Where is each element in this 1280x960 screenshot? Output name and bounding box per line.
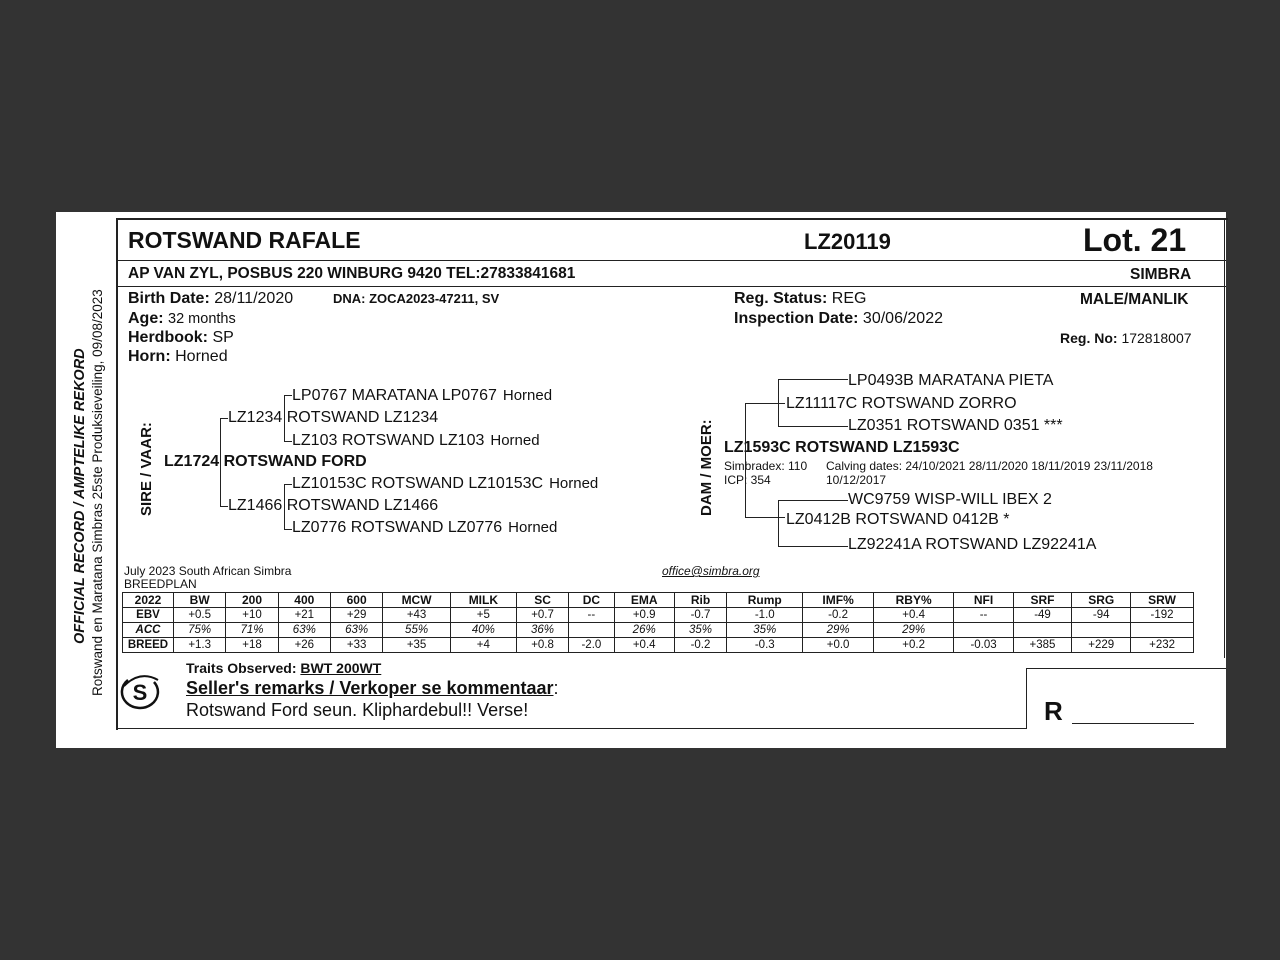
dd-top	[778, 500, 848, 501]
table-cell: 35%	[727, 623, 803, 638]
sd-top	[284, 484, 292, 485]
header-cell: BW	[174, 593, 226, 608]
header-cell: MCW	[383, 593, 451, 608]
breedplan-label: BREEDPLAN	[124, 577, 197, 591]
sire-dam: LZ1466 ROTSWAND LZ1466	[228, 497, 439, 514]
sire-label: SIRE / VAAR:	[138, 422, 155, 516]
header-cell: 600	[330, 593, 382, 608]
table-row-ebv	[123, 608, 1194, 623]
table-cell: +43	[383, 608, 451, 623]
dam-icp: ICP: 354	[724, 473, 771, 487]
table-cell: +35	[383, 638, 451, 653]
table-cell: +0.9	[614, 608, 674, 623]
header-cell: RBY%	[873, 593, 954, 608]
breed-name: SIMBRA	[1130, 266, 1192, 283]
table-cell: 36%	[516, 623, 568, 638]
row-label: EBV	[123, 608, 174, 623]
table-cell: 35%	[674, 623, 726, 638]
traits-observed: Traits Observed: BWT 200WT	[186, 660, 382, 676]
sd-bottom	[284, 529, 292, 530]
table-cell: 29%	[873, 623, 954, 638]
price-input-line[interactable]	[1072, 723, 1194, 724]
sire-bracket-bottom	[220, 506, 228, 507]
dam-bracket	[745, 403, 746, 517]
table-cell: 26%	[614, 623, 674, 638]
header-cell: EMA	[614, 593, 674, 608]
breeder-address: AP VAN ZYL, POSBUS 220 WINBURG 9420 TEL:27833841681	[128, 265, 576, 282]
dna-code: DNA: ZOCA2023-47211, SV	[333, 291, 500, 306]
header-cell: Rib	[674, 593, 726, 608]
lot-card	[56, 212, 1226, 748]
dam-simbradex: Simbradex: 110	[724, 459, 808, 473]
table-cell: -94	[1072, 608, 1131, 623]
row-label: ACC	[123, 623, 174, 638]
price-label: R	[1044, 696, 1063, 726]
table-cell: -0.7	[674, 608, 726, 623]
row-label: BREED	[123, 638, 174, 653]
header-cell: 400	[278, 593, 330, 608]
table-cell: 63%	[278, 623, 330, 638]
dam-dam: LZ0412B ROTSWAND 0412B *	[786, 511, 1010, 528]
sire-sire-dam: LZ103 ROTSWAND LZ103 Horned	[292, 432, 540, 449]
simbra-logo-icon	[118, 672, 162, 712]
table-cell: +232	[1131, 638, 1194, 653]
table-cell	[1072, 623, 1131, 638]
email-link[interactable]: office@simbra.org	[662, 564, 760, 578]
header-cell: DC	[569, 593, 614, 608]
table-cell: -192	[1131, 608, 1194, 623]
breedplan-source: July 2023 South African Simbra	[124, 564, 292, 578]
simbra-logo	[118, 672, 162, 712]
table-cell: -0.03	[954, 638, 1013, 653]
frame-bottom	[116, 728, 1026, 729]
table-cell: +1.3	[174, 638, 226, 653]
table-cell: 55%	[383, 623, 451, 638]
sellers-remarks-title: Seller's remarks / Verkoper se kommentaar:	[186, 678, 559, 698]
ds-bottom	[778, 426, 848, 427]
price-box-left	[1026, 668, 1027, 729]
animal-name: ROTSWAND RAFALE	[128, 227, 361, 253]
table-row-breed	[123, 638, 1194, 653]
sire-bracket	[220, 418, 221, 506]
table-cell: -49	[1013, 608, 1072, 623]
table-cell: +0.4	[614, 638, 674, 653]
dam-bracket-top	[745, 403, 785, 404]
dam-dam-sire: WC9759 WISP-WILL IBEX 2	[848, 491, 1052, 508]
sire-dam-sire: LZ10153C ROTSWAND LZ10153C Horned	[292, 475, 599, 492]
header-cell: 2022	[123, 593, 174, 608]
table-cell: +0.4	[873, 608, 954, 623]
dam-name: LZ1593C ROTSWAND LZ1593C	[724, 439, 960, 456]
age: Age: 32 months	[128, 310, 236, 327]
lot-number: Lot. 21	[1083, 222, 1187, 258]
table-cell: +5	[450, 608, 516, 623]
sire-sire-sire: LP0767 MARATANA LP0767 Horned	[292, 387, 553, 404]
table-cell: +10	[226, 608, 278, 623]
dam-calving-dates: Calving dates: 24/10/2021 28/11/2020 18/11/2019 23/11/2018	[826, 459, 1153, 473]
table-cell: +29	[330, 608, 382, 623]
dam-sire-sire: LP0493B MARATANA PIETA	[848, 372, 1054, 389]
header-cell: IMF%	[803, 593, 873, 608]
official-record-label: OFFICIAL RECORD / AMPTELIKE REKORD	[72, 348, 88, 644]
sire-sire-bracket	[284, 395, 285, 441]
header-cell: SC	[516, 593, 568, 608]
header-cell: SRF	[1013, 593, 1072, 608]
dd-bottom	[778, 546, 848, 547]
table-cell: -0.2	[803, 608, 873, 623]
animal-reg-id: LZ20119	[804, 229, 891, 254]
dam-sire: LZ11117C ROTSWAND ZORRO	[786, 395, 1017, 412]
horn-status: Horn: Horned	[128, 348, 228, 365]
table-cell	[1013, 623, 1072, 638]
reg-number: Reg. No: 172818007	[1060, 330, 1192, 346]
sire-name: LZ1724 ROTSWAND FORD	[164, 453, 367, 470]
table-cell: +0.7	[516, 608, 568, 623]
svg-text:S: S	[132, 680, 148, 705]
reg-status: Reg. Status: REG	[734, 290, 867, 307]
table-cell: +0.0	[803, 638, 873, 653]
frame-right	[1224, 218, 1225, 658]
table-cell: 63%	[330, 623, 382, 638]
header-divider	[116, 260, 1226, 261]
table-cell	[1131, 623, 1194, 638]
ss-top	[284, 395, 292, 396]
table-cell: 71%	[226, 623, 278, 638]
dam-sire-dam: LZ0351 ROTSWAND 0351 ***	[848, 417, 1063, 434]
table-cell: -1.0	[727, 608, 803, 623]
table-cell: +21	[278, 608, 330, 623]
header-cell: MILK	[450, 593, 516, 608]
header-cell: NFI	[954, 593, 1013, 608]
table-cell: -0.2	[674, 638, 726, 653]
sire-dam-dam: LZ0776 ROTSWAND LZ0776 Horned	[292, 519, 558, 536]
table-cell: +33	[330, 638, 382, 653]
header-cell: SRG	[1072, 593, 1131, 608]
dam-label: DAM / MOER:	[698, 419, 715, 516]
sire-sire: LZ1234 ROTSWAND LZ1234	[228, 409, 439, 426]
sex: MALE/MANLIK	[1080, 291, 1189, 308]
table-cell: 29%	[803, 623, 873, 638]
birth-date: Birth Date: 28/11/2020	[128, 290, 294, 307]
table-cell: +0.2	[873, 638, 954, 653]
breeder-divider	[116, 286, 1226, 287]
table-cell: +4	[450, 638, 516, 653]
sire-dam-bracket	[284, 484, 285, 529]
sire-bracket-top	[220, 418, 228, 419]
table-cell: +18	[226, 638, 278, 653]
table-cell: -0.3	[727, 638, 803, 653]
header-cell: Rump	[727, 593, 803, 608]
ss-bottom	[284, 441, 292, 442]
table-cell: --	[569, 608, 614, 623]
dam-calving-dates-2: 10/12/2017	[826, 473, 887, 487]
table-cell: +0.5	[174, 608, 226, 623]
ds-top	[778, 379, 848, 380]
table-cell: +26	[278, 638, 330, 653]
table-cell: -2.0	[569, 638, 614, 653]
table-cell	[954, 623, 1013, 638]
breedplan-table	[122, 592, 1194, 653]
dam-bracket-bottom	[745, 517, 785, 518]
sellers-remarks-text: Rotswand Ford seun. Kliphardebul!! Verse!	[186, 700, 529, 720]
herdbook: Herdbook: SP	[128, 329, 234, 346]
table-cell: --	[954, 608, 1013, 623]
dam-dam-bracket	[778, 500, 779, 546]
table-cell: +229	[1072, 638, 1131, 653]
dam-sire-bracket	[778, 379, 779, 426]
table-row-acc	[123, 623, 1194, 638]
header-cell: 200	[226, 593, 278, 608]
table-cell: +385	[1013, 638, 1072, 653]
sale-name-label: Rotswand en Maratana Simbras 25ste Produksieveiling, 09/08/2023	[90, 289, 105, 696]
table-cell: 75%	[174, 623, 226, 638]
table-cell: 40%	[450, 623, 516, 638]
dam-dam-dam: LZ92241A ROTSWAND LZ92241A	[848, 536, 1097, 553]
header-cell: SRW	[1131, 593, 1194, 608]
inspection-date: Inspection Date: 30/06/2022	[734, 310, 943, 327]
table-header-row	[123, 593, 1194, 608]
price-box-top	[1026, 668, 1226, 669]
table-cell: +0.8	[516, 638, 568, 653]
table-cell	[569, 623, 614, 638]
